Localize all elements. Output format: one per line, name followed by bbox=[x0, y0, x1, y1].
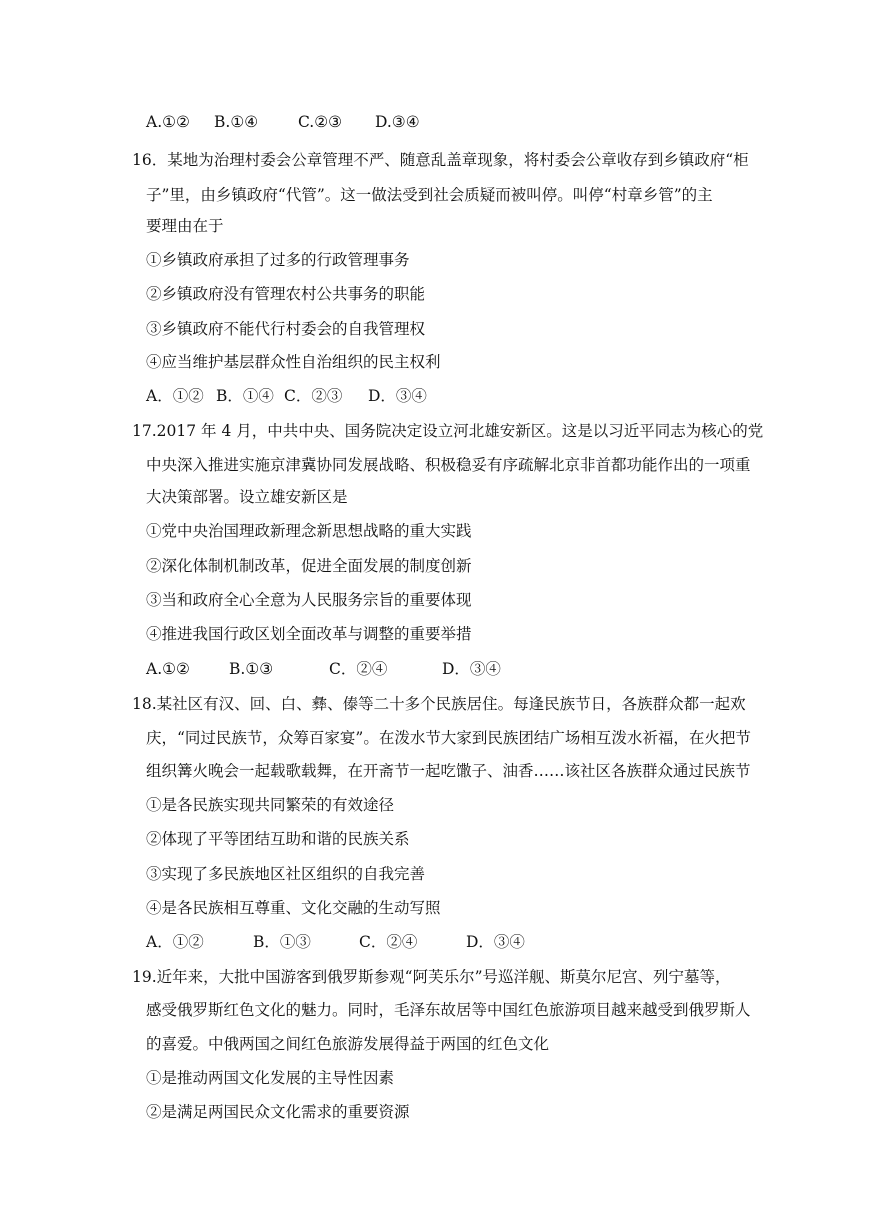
q17-stem-line-2: 中央深入推进实施京津冀协同发展战略、积极稳妥有序疏解北京非首都功能作出的一项重 bbox=[146, 456, 751, 474]
q18-option-b: B．①③ bbox=[253, 933, 311, 951]
q16-item-1: ①乡镇政府承担了过多的行政管理事务 bbox=[146, 251, 410, 269]
q18-item-4: ④是各民族相互尊重、文化交融的生动写照 bbox=[146, 899, 441, 917]
q19-stem-line-1: 19.近年来，大批中国游客到俄罗斯参观“阿芙乐尔”号巡洋舰、斯莫尔尼宫、列宁墓等， bbox=[132, 968, 731, 986]
q18-option-d: D．③④ bbox=[466, 933, 525, 951]
q19-stem-line-3: 的喜爱。中俄两国之间红色旅游发展得益于两国的红色文化 bbox=[146, 1035, 550, 1053]
q19-stem-line-2: 感受俄罗斯红色文化的魅力。同时，毛泽东故居等中国红色旅游项目越来越受到俄罗斯人 bbox=[146, 1001, 751, 1019]
q17-option-b: B.①③ bbox=[229, 660, 274, 678]
q16-option-d: D．③④ bbox=[368, 387, 427, 405]
q18-option-c: C．②④ bbox=[359, 933, 418, 951]
q16-option-c: C．②③ bbox=[284, 387, 343, 405]
q18-stem-line-1: 18.某社区有汉、回、白、彝、傣等二十多个民族居住。每逢民族节日，各族群众都一起欢 bbox=[132, 695, 746, 713]
q18-item-1: ①是各民族实现共同繁荣的有效途径 bbox=[146, 796, 395, 814]
q17-item-4: ④推进我国行政区划全面改革与调整的重要举措 bbox=[146, 625, 472, 643]
q17-item-3: ③当和政府全心全意为人民服务宗旨的重要体现 bbox=[146, 591, 472, 609]
q15-option-d: D.③④ bbox=[375, 113, 420, 131]
q16-stem-line-1: 16．某地为治理村委会公章管理不严、随意乱盖章现象，将村委会公章收存到乡镇政府“柜 bbox=[132, 151, 749, 169]
q18-stem-line-2: 庆，“同过民族节，众筹百家宴”。在泼水节大家到民族团结广场相互泼水祈福，在火把节 bbox=[146, 729, 751, 747]
q16-item-2: ②乡镇政府没有管理农村公共事务的职能 bbox=[146, 285, 426, 303]
q15-option-b: B.①④ bbox=[214, 113, 259, 131]
q16-stem-line-3: 要理由在于 bbox=[146, 217, 224, 235]
q17-option-a: A.①② bbox=[146, 660, 190, 678]
q17-stem-line-1: 17.2017 年 4 月，中共中央、国务院决定设立河北雄安新区。这是以习近平同志为核心的党 bbox=[132, 422, 764, 440]
q18-item-3: ③实现了多民族地区社区组织的自我完善 bbox=[146, 865, 426, 883]
q18-stem-line-3: 组织篝火晚会一起载歌载舞，在开斋节一起吃馓子、油香……该社区各族群众通过民族节 bbox=[146, 762, 751, 780]
q16-item-4: ④应当维护基层群众性自治组织的民主权利 bbox=[146, 353, 441, 371]
q17-option-d: D．③④ bbox=[442, 660, 501, 678]
q19-item-2: ②是满足两国民众文化需求的重要资源 bbox=[146, 1103, 410, 1121]
q17-item-1: ①党中央治国理政新理念新思想战略的重大实践 bbox=[146, 522, 472, 540]
q15-option-a: A.①② bbox=[146, 113, 190, 131]
q17-item-2: ②深化体制机制改革，促进全面发展的制度创新 bbox=[146, 557, 472, 575]
q17-stem-line-3: 大决策部署。设立雄安新区是 bbox=[146, 488, 348, 506]
q18-option-a: A．①② bbox=[146, 933, 204, 951]
q18-item-2: ②体现了平等团结互助和谐的民族关系 bbox=[146, 830, 410, 848]
q16-option-b: B．①④ bbox=[216, 387, 274, 405]
q16-option-a: A．①② bbox=[146, 387, 204, 405]
q16-item-3: ③乡镇政府不能代行村委会的自我管理权 bbox=[146, 320, 426, 338]
q17-option-c: C．②④ bbox=[329, 660, 388, 678]
q15-option-c: C.②③ bbox=[298, 113, 343, 131]
q19-item-1: ①是推动两国文化发展的主导性因素 bbox=[146, 1069, 395, 1087]
q16-stem-line-2: 子”里，由乡镇政府“代管”。这一做法受到社会质疑而被叫停。叫停“村章乡管”的主 bbox=[146, 186, 713, 204]
